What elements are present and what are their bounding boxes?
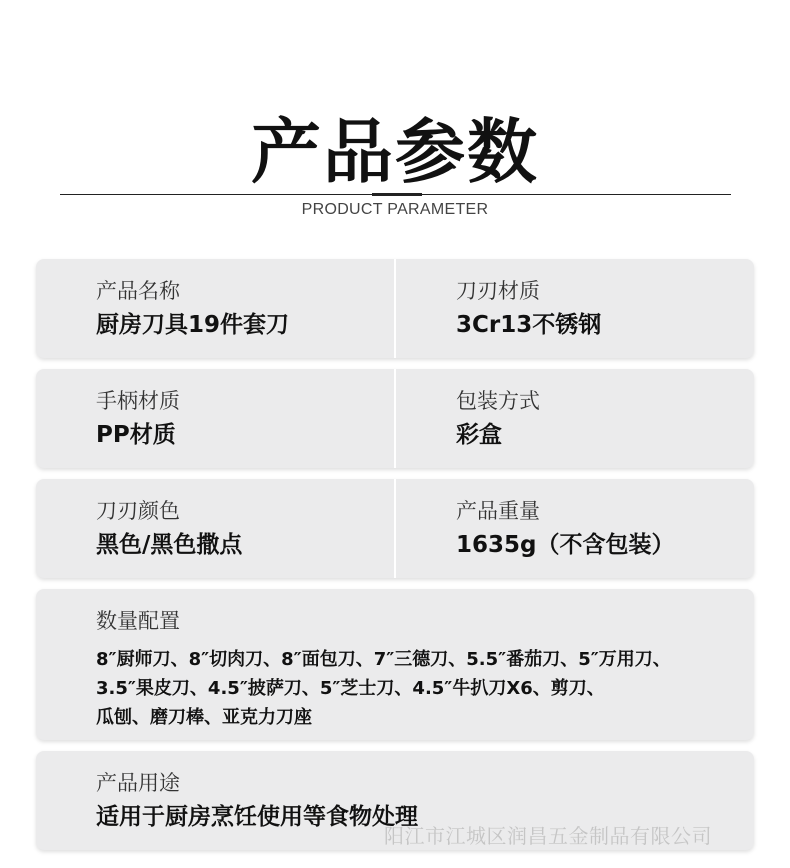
page-subtitle: PRODUCT PARAMETER bbox=[301, 201, 489, 218]
card-divider bbox=[394, 259, 396, 358]
quantity-line: 8″厨师刀、8″切肉刀、8″面包刀、7″三德刀、5.5″番茄刀、5″万用刀、 bbox=[96, 649, 671, 670]
param-value: 3Cr13不锈钢 bbox=[456, 312, 602, 338]
page-title: 产品参数 bbox=[251, 111, 539, 193]
quantity-line: 3.5″果皮刀、4.5″披萨刀、5″芝士刀、4.5″牛扒刀X6、剪刀、 bbox=[96, 678, 605, 699]
param-card-row-3 bbox=[36, 479, 754, 578]
param-label: 刀刃颜色 bbox=[96, 499, 180, 523]
param-value: 适用于厨房烹饪使用等食物处理 bbox=[96, 804, 418, 830]
param-value: 1635g（不含包装） bbox=[456, 532, 675, 558]
param-label: 产品用途 bbox=[96, 771, 180, 795]
company-watermark: 阳江市江城区润昌五金制品有限公司 bbox=[384, 824, 712, 848]
param-value: PP材质 bbox=[96, 422, 176, 448]
title-underline-accent bbox=[372, 193, 422, 196]
param-label: 数量配置 bbox=[96, 609, 180, 633]
param-value: 彩盒 bbox=[456, 422, 502, 448]
param-card-row-2 bbox=[36, 369, 754, 468]
param-card-quantity bbox=[36, 589, 754, 740]
card-divider bbox=[394, 369, 396, 468]
param-value: 厨房刀具19件套刀 bbox=[96, 312, 290, 338]
quantity-list bbox=[96, 645, 671, 732]
param-label: 手柄材质 bbox=[96, 389, 180, 413]
param-label: 产品名称 bbox=[96, 279, 180, 303]
card-divider bbox=[394, 479, 396, 578]
param-label: 产品重量 bbox=[456, 499, 540, 523]
param-card-row-1 bbox=[36, 259, 754, 358]
param-label: 刀刃材质 bbox=[456, 279, 540, 303]
quantity-line: 瓜刨、磨刀棒、亚克力刀座 bbox=[96, 707, 312, 728]
param-value: 黑色/黑色撒点 bbox=[96, 532, 243, 558]
param-label: 包装方式 bbox=[456, 389, 540, 413]
